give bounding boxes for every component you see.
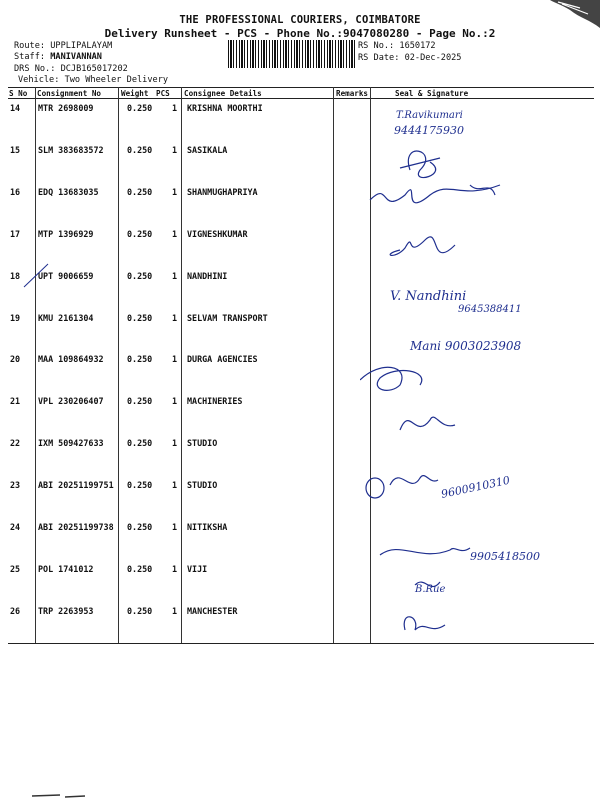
row-pcs: 1 xyxy=(172,438,178,449)
row-consignment-no: POL 1741012 xyxy=(38,563,94,574)
staff-label: Staff: xyxy=(14,52,46,62)
row-consignee: STUDIO xyxy=(187,438,218,449)
col-header-weight: Weight xyxy=(121,89,149,98)
col-header-consignment: Consignment No xyxy=(37,89,102,98)
row-sno: 22 xyxy=(10,438,21,449)
rs-date: RS Date: 02-Dec-2025 xyxy=(358,53,462,63)
row-weight: 0.250 xyxy=(127,186,153,197)
row-consignment-no: EDQ 13683035 xyxy=(38,186,99,197)
handwriting-19: Mani 9003023908 xyxy=(410,339,522,353)
col-header-pcs: PCS xyxy=(156,89,170,98)
row-weight: 0.250 xyxy=(127,480,153,491)
row-weight: 0.250 xyxy=(127,228,153,239)
vehicle: Vehicle: Two Wheeler Delivery xyxy=(18,75,169,85)
row-sno: 25 xyxy=(10,563,21,574)
handwriting-phone-18: 9645388411 xyxy=(458,304,522,315)
col-divider xyxy=(181,87,182,643)
barcode xyxy=(228,40,356,68)
row-consignment-no: MTR 2698009 xyxy=(38,103,94,113)
row-consignee: VIJI xyxy=(187,563,208,574)
row-consignment-no: IXM 509427633 xyxy=(38,438,104,449)
row-consignee: SASIKALA xyxy=(187,144,228,155)
signature-23 xyxy=(366,478,384,498)
col-divider xyxy=(35,87,36,643)
signature-20 xyxy=(360,367,422,390)
col-header-seal: Seal & Signature xyxy=(395,89,469,98)
row-consignment-no: MAA 109864932 xyxy=(38,354,104,365)
row-sno: 15 xyxy=(10,144,21,155)
col-divider xyxy=(118,87,119,643)
signatures-layer xyxy=(360,100,600,645)
row-consignment-no: ABI 20251199751 xyxy=(38,480,114,491)
row-weight: 0.250 xyxy=(127,270,153,281)
signature-17 xyxy=(390,237,455,256)
table-header-border xyxy=(8,98,594,99)
route: Route: UPPLIPALAYAM xyxy=(14,41,113,51)
row-consignee: NANDHINI xyxy=(187,270,228,281)
runsheet-title: Delivery Runsheet - PCS - Phone No.:9047080280 - Page No.:2 xyxy=(104,27,496,40)
row-weight: 0.250 xyxy=(127,563,153,574)
row-weight: 0.250 xyxy=(127,605,153,616)
drs-number: DRS No.: DCJB165017202 xyxy=(14,64,128,74)
row-consignee: KRISHNA MOORTHI xyxy=(187,103,263,113)
col-header-remarks: Remarks xyxy=(336,89,369,98)
row-weight: 0.250 xyxy=(127,354,153,365)
row-sno: 19 xyxy=(10,312,21,323)
row-pcs: 1 xyxy=(172,186,178,197)
company-title: THE PROFESSIONAL COURIERS, COIMBATORE xyxy=(179,14,421,26)
row-consignee: NITIKSHA xyxy=(187,522,228,532)
row-consignee: VIGNESHKUMAR xyxy=(187,228,248,239)
row-sno: 16 xyxy=(10,186,21,197)
signature-21 xyxy=(400,417,455,430)
signature-16 xyxy=(370,185,500,203)
row-pcs: 1 xyxy=(172,228,178,239)
col-header-consignee: Consignee Details xyxy=(184,89,262,98)
handwriting-name-14: T.Ravikumari xyxy=(396,110,463,121)
rs-number: RS No.: 1650172 xyxy=(358,41,436,51)
row-consignment-no: TRP 2263953 xyxy=(38,605,94,616)
row-consignee: SHANMUGHAPRIYA xyxy=(187,186,258,197)
row-sno: 23 xyxy=(10,480,21,491)
tick-mark xyxy=(22,262,52,292)
row-weight: 0.250 xyxy=(127,522,153,532)
row-consignment-no: VPL 230206407 xyxy=(38,396,104,407)
row-sno: 21 xyxy=(10,396,21,407)
row-consignment-no: MTP 1396929 xyxy=(38,228,94,239)
table-top-border xyxy=(8,87,594,88)
row-pcs: 1 xyxy=(172,605,178,616)
row-pcs: 1 xyxy=(172,354,178,365)
handwriting-name-18: V. Nandhini xyxy=(390,289,467,304)
staff xyxy=(14,52,102,62)
row-consignment-no: ABI 20251199738 xyxy=(38,522,114,532)
row-consignee: SELVAM TRANSPORT xyxy=(187,312,268,323)
row-consignee: MACHINERIES xyxy=(187,396,243,407)
row-sno: 18 xyxy=(10,270,21,281)
staff-name: MANIVANNAN xyxy=(50,52,102,62)
row-sno: 14 xyxy=(10,103,21,113)
row-pcs: 1 xyxy=(172,144,178,155)
signature-24 xyxy=(380,548,470,555)
row-consignee: MANCHESTER xyxy=(187,605,238,616)
row-weight: 0.250 xyxy=(127,144,153,155)
handwriting-25: B.Rue xyxy=(415,584,446,595)
row-sno: 24 xyxy=(10,522,21,532)
row-pcs: 1 xyxy=(172,480,178,491)
row-sno: 20 xyxy=(10,354,21,365)
col-divider xyxy=(333,87,334,643)
row-weight: 0.250 xyxy=(127,396,153,407)
bottom-mark xyxy=(30,792,90,800)
row-consignment-no: KMU 2161304 xyxy=(38,312,94,323)
handwriting-phone-14: 9444175930 xyxy=(394,124,464,137)
row-sno: 26 xyxy=(10,605,21,616)
row-weight: 0.250 xyxy=(127,103,153,113)
row-sno: 17 xyxy=(10,228,21,239)
row-pcs: 1 xyxy=(172,312,178,323)
signature-26 xyxy=(404,617,445,630)
row-pcs: 1 xyxy=(172,563,178,574)
row-consignee: DURGA AGENCIES xyxy=(187,354,258,365)
row-pcs: 1 xyxy=(172,396,178,407)
row-consignee: STUDIO xyxy=(187,480,218,491)
handwriting-phone-23: 9600910310 xyxy=(439,473,512,501)
handwriting-phone-24: 9905418500 xyxy=(470,550,540,563)
row-weight: 0.250 xyxy=(127,438,153,449)
col-header-sno: S No xyxy=(9,89,28,98)
row-consignment-no: SLM 383683572 xyxy=(38,144,104,155)
row-pcs: 1 xyxy=(172,103,178,113)
row-weight: 0.250 xyxy=(127,312,153,323)
row-consignment-no: UPT 9006659 xyxy=(38,270,94,281)
row-pcs: 1 xyxy=(172,522,178,532)
row-pcs: 1 xyxy=(172,270,178,281)
